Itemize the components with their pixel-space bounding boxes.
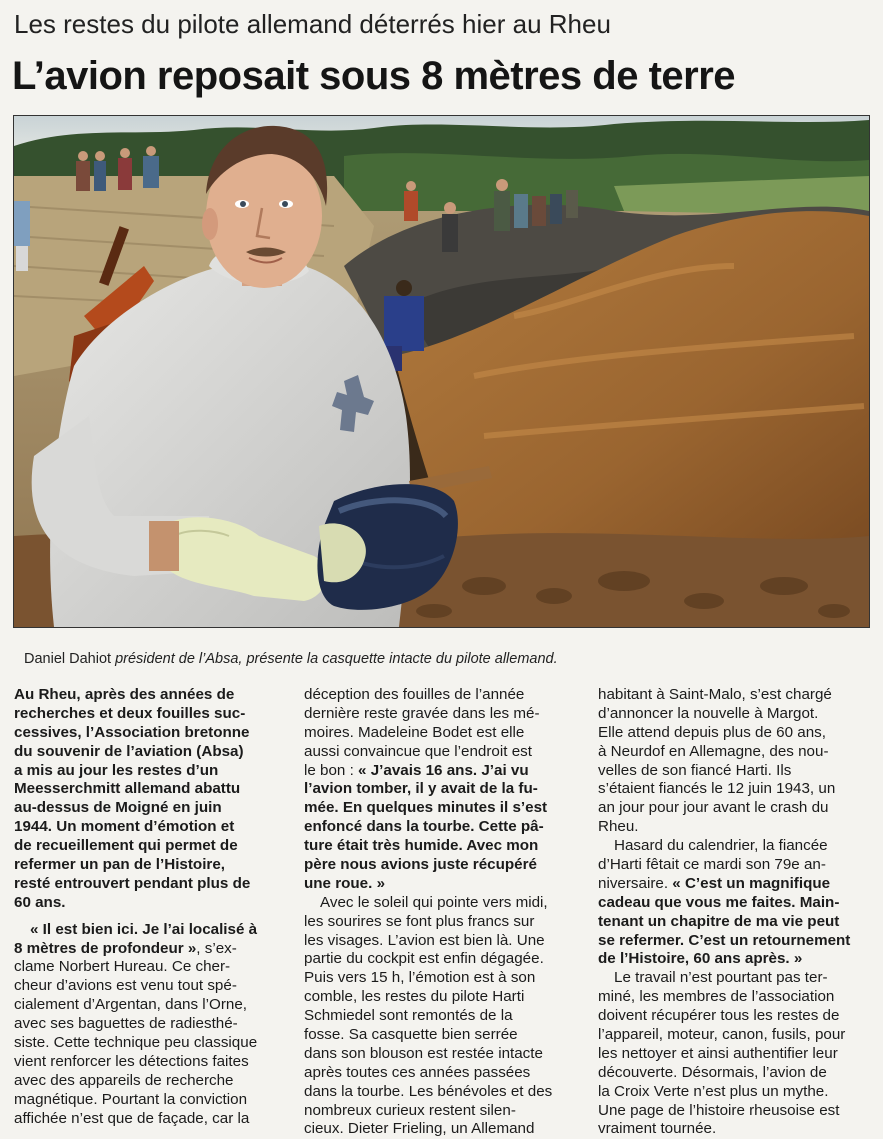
line-text: velles de son fiancé Harti. Ils	[598, 761, 792, 779]
line-text: dans la tourbe. Les bénévoles et des	[304, 1082, 553, 1100]
line-text: comble, les restes du pilote Harti	[304, 988, 525, 1006]
line-text: cadeau que vous me faites. Main-	[598, 893, 840, 911]
line-text: Le travail n’est pourtant pas ter-	[614, 969, 828, 987]
line-text: du souvenir de l’aviation (Absa)	[14, 742, 244, 760]
line-text: Schmiedel sont remontés de la	[304, 1007, 513, 1025]
article-text-line	[304, 1045, 576, 1064]
article-text-line	[598, 837, 870, 856]
line-text: enfoncé dans la tourbe. Cette pâ-	[304, 818, 544, 836]
article-text-line	[598, 686, 870, 705]
article-text-line	[14, 958, 286, 977]
article-text-line	[14, 894, 286, 913]
line-text: miné, les membres de l’association	[598, 988, 835, 1006]
article-text-line	[598, 950, 870, 969]
article-text-line	[14, 940, 286, 959]
article-text-line	[14, 780, 286, 799]
line-tail: , s’ex-	[196, 939, 237, 957]
article-text-line	[14, 705, 286, 724]
line-text: tenant un chapitre de ma vie peut	[598, 912, 840, 930]
article-text-line	[14, 1091, 286, 1110]
line-text: d’annoncer la nouvelle à Margot.	[598, 704, 819, 722]
line-text: refermer un pan de l’Histoire,	[14, 856, 225, 874]
line-text: 60 ans.	[14, 893, 66, 911]
article-text-line	[14, 875, 286, 894]
article-text-line	[14, 724, 286, 743]
article-text-line	[304, 743, 576, 762]
article-text-line	[14, 1072, 286, 1091]
article-text-line	[598, 894, 870, 913]
article-text-line	[598, 988, 870, 1007]
article-headline: L’avion reposait sous 8 mètres de terre	[12, 54, 736, 98]
line-text: cieux. Dieter Frieling, un Allemand	[304, 1120, 535, 1138]
line-text: nombreux curieux restent silen-	[304, 1101, 516, 1119]
article-text-line	[598, 1120, 870, 1139]
article-text-line	[598, 1026, 870, 1045]
line-text: Une page de l’histoire rheusoise est	[598, 1101, 840, 1119]
line-text: fosse. Sa casquette bien serrée	[304, 1026, 518, 1044]
line-text: avec ses baguettes de radiesthé-	[14, 1015, 238, 1033]
article-text-line	[598, 818, 870, 837]
article-text-line	[14, 799, 286, 818]
article-text-line	[304, 950, 576, 969]
article-text-line	[598, 799, 870, 818]
article-column-1	[14, 686, 286, 1128]
line-text: s’étaient fiancés le 12 juin 1943, un	[598, 780, 836, 798]
article-text-line	[14, 762, 286, 781]
line-text: habitant à Saint-Malo, s’est chargé	[598, 686, 832, 703]
article-kicker: Les restes du pilote allemand déterrés hier au Rheu	[14, 9, 611, 39]
line-text: niversaire.	[598, 874, 673, 892]
line-text: avec des appareils de recherche	[14, 1071, 234, 1089]
article-text-line	[598, 743, 870, 762]
line-text: découverte. Désormais, l’avion de	[598, 1063, 827, 1081]
article-text-line	[14, 1053, 286, 1072]
line-text: vient renforcer les détections faites	[14, 1052, 249, 1070]
line-text: après toutes ces années passées	[304, 1063, 531, 1081]
line-text: le bon :	[304, 761, 359, 779]
line-text: partie du cockpit est enfin dégagée.	[304, 950, 544, 968]
line-text: cialement d’Argentan, dans l’Orne,	[14, 996, 248, 1014]
line-text: moires. Madeleine Bodet est elle	[304, 723, 525, 741]
article-column-3	[598, 686, 870, 1139]
line-text: déception des fouilles de l’année	[304, 686, 525, 703]
line-text: aussi convaincue que l’endroit est	[304, 742, 532, 760]
line-text: doivent récupérer tous les restes de	[598, 1007, 840, 1025]
article-text-line	[304, 988, 576, 1007]
line-text: se refermer. C’est un retournement	[598, 931, 851, 949]
article-text-line	[14, 818, 286, 837]
line-text: siste. Cette technique peu classique	[14, 1034, 258, 1052]
line-text: cheur d’avions est venu tout spé-	[14, 977, 237, 995]
article-text-line	[598, 932, 870, 951]
article-text-line	[304, 705, 576, 724]
line-text: 8 mètres de profondeur »	[14, 939, 197, 957]
line-text: de l’Histoire, 60 ans après. »	[598, 950, 803, 968]
photo-illustration	[14, 116, 869, 627]
article-text-line	[598, 705, 870, 724]
line-tail-bold: « C’est un magnifique	[672, 874, 831, 892]
article-text-line	[14, 921, 286, 940]
article-text-line	[14, 743, 286, 762]
line-text: Elle attend depuis plus de 60 ans,	[598, 723, 826, 741]
line-text: Rheu.	[598, 818, 639, 836]
article-text-line	[598, 762, 870, 781]
line-text: Meesserchmitt allemand abattu	[14, 780, 241, 798]
article-text-line	[304, 1007, 576, 1026]
article-text-line	[304, 1026, 576, 1045]
article-text-line	[14, 1110, 286, 1129]
line-text: ture était très humide. Avec mon	[304, 837, 539, 855]
article-text-line	[598, 1007, 870, 1026]
line-text: « Il est bien ici. Je l’ai localisé à	[30, 920, 258, 938]
line-text: resté entrouvert pendant plus de	[14, 874, 251, 892]
article-text-line	[14, 837, 286, 856]
line-text: Avec le soleil qui pointe vers midi,	[320, 893, 548, 911]
article-text-line	[598, 1102, 870, 1121]
line-text: les sourires se font plus francs sur	[304, 912, 535, 930]
article-text-line	[304, 913, 576, 932]
line-text: père nous avions juste récupéré	[304, 856, 537, 874]
line-text: d’Harti fêtait ce mardi son 79e an-	[598, 856, 826, 874]
article-text-line	[14, 1034, 286, 1053]
line-text: la Croix Verte n’est plus un mythe.	[598, 1082, 829, 1100]
article-text-line	[598, 969, 870, 988]
article-column-2	[304, 686, 576, 1139]
line-text: les nettoyer et ainsi authentifier leur	[598, 1044, 838, 1062]
line-text: l’appareil, moteur, canon, fusils, pour	[598, 1026, 846, 1044]
article-text-line	[304, 1064, 576, 1083]
article-text-line	[304, 780, 576, 799]
line-text: magnétique. Pourtant la conviction	[14, 1090, 248, 1108]
article-text-line	[598, 856, 870, 875]
article-text-line	[304, 818, 576, 837]
line-tail-bold: « J’avais 16 ans. J’ai vu	[358, 761, 529, 779]
article-text-line	[304, 686, 576, 705]
article-text-line	[598, 1064, 870, 1083]
article-text-line	[304, 799, 576, 818]
photo-caption	[24, 650, 864, 668]
line-text: recherches et deux fouilles suc-	[14, 704, 246, 722]
caption-name: Daniel Dahiot	[24, 651, 112, 667]
line-text: affichée n’est que de façade, car la	[14, 1109, 250, 1127]
article-text-line	[14, 1015, 286, 1034]
line-text: de recueillement qui permet de	[14, 837, 238, 855]
line-text: dans son blouson est restée intacte	[304, 1044, 543, 1062]
article-text-line	[598, 1083, 870, 1102]
caption-text: président de l’Absa, présente la casquette intacte du pilote allemand.	[111, 651, 558, 667]
article-text-line	[14, 996, 286, 1015]
line-text: Hasard du calendrier, la fiancée	[614, 837, 828, 855]
line-text: dernière reste gravée dans les mé-	[304, 704, 540, 722]
article-text-line	[304, 932, 576, 951]
line-text: Puis vers 15 h, l’émotion est à son	[304, 969, 536, 987]
line-text: à Neurdof en Allemagne, des nou-	[598, 742, 829, 760]
line-text: cessives, l’Association bretonne	[14, 723, 250, 741]
line-text: Au Rheu, après des années de	[14, 686, 235, 703]
line-text: l’avion tomber, il y avait de la fu-	[304, 780, 538, 798]
line-text: mée. En quelques minutes il s’est	[304, 799, 548, 817]
article-text-line	[304, 1102, 576, 1121]
article-text-line	[304, 1120, 576, 1139]
article-text-line	[14, 686, 286, 705]
article-text-line	[304, 837, 576, 856]
line-text: a mis au jour les restes d’un	[14, 761, 219, 779]
line-text: clame Norbert Hureau. Ce cher-	[14, 958, 231, 976]
article-text-line	[598, 913, 870, 932]
article-text-line	[598, 875, 870, 894]
article-text-line	[598, 724, 870, 743]
article-text-line	[304, 1083, 576, 1102]
article-text-line	[304, 875, 576, 894]
line-text: vraiment tournée.	[598, 1120, 717, 1138]
article-text-line	[304, 894, 576, 913]
line-text: une roue. »	[304, 874, 386, 892]
article-photo	[13, 115, 870, 628]
article-text-line	[598, 780, 870, 799]
line-text: an jour pour jour avant le crash du	[598, 799, 829, 817]
article-text-line	[598, 1045, 870, 1064]
article-text-line	[304, 762, 576, 781]
article-text-line	[304, 856, 576, 875]
line-text: 1944. Un moment d’émotion et	[14, 818, 235, 836]
paragraph-gap	[14, 913, 286, 921]
line-text: au-dessus de Moigné en juin	[14, 799, 222, 817]
article-text-line	[14, 977, 286, 996]
article-text-line	[304, 724, 576, 743]
line-text: les visages. L’avion est bien là. Une	[304, 931, 545, 949]
article-text-line	[304, 969, 576, 988]
article-text-line	[14, 856, 286, 875]
